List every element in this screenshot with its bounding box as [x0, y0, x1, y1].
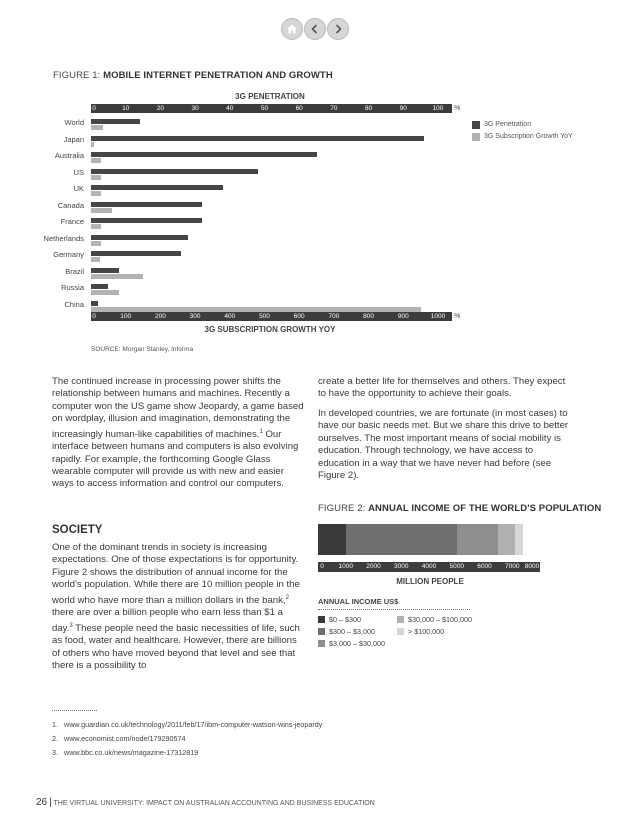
bar-penetration-russia	[91, 284, 108, 289]
top-axis-tick-40: 40	[226, 105, 234, 112]
top-axis-scale	[91, 104, 452, 113]
bottom-axis-tick-200: 200	[154, 313, 166, 320]
footnote-2-link[interactable]: www.economist.com/node/179290574	[64, 734, 186, 743]
bar-growth-world	[91, 125, 103, 130]
legend2-label-0: $0 – $300	[329, 615, 361, 624]
bar-growth-china	[91, 307, 421, 312]
legend-swatch-growth	[472, 133, 480, 141]
bottom-axis-tick-400: 400	[224, 313, 236, 320]
bottom-axis-tick-1000: 1000	[430, 313, 446, 320]
legend2-label-1: $300 – $3,000	[329, 627, 375, 636]
income-segment-3	[498, 524, 515, 555]
legend2-swatch-2	[318, 640, 325, 647]
top-axis-tick-30: 30	[191, 105, 199, 112]
legend2-swatch-4	[397, 628, 404, 635]
income-stacked-bar	[318, 524, 540, 555]
category-label-brazil: Brazil	[65, 266, 84, 276]
bar-penetration-france	[91, 218, 202, 223]
legend-label-growth: 3G Subscription Growth YoY	[484, 133, 573, 140]
legend-divider	[318, 609, 470, 610]
category-label-russia: Russia	[61, 283, 84, 292]
legend2-swatch-3	[397, 616, 404, 623]
bar-penetration-canada	[91, 202, 202, 207]
bar-growth-france	[91, 224, 101, 229]
footnote-1-link[interactable]: www.guardian.co.uk/technology/2011/feb/17/ibm-computer-watson-wins-jeopardy	[64, 720, 323, 729]
figure2-legend-title: ANNUAL INCOME US$	[318, 597, 399, 606]
figure2-tick-5000: 5000	[449, 563, 464, 570]
home-button[interactable]	[281, 18, 303, 40]
figure2-axis-scale	[318, 562, 540, 572]
category-label-us: US	[73, 167, 84, 177]
figure2-axis-label: MILLION PEOPLE	[396, 577, 464, 586]
top-axis-tick-100: 100	[432, 105, 444, 112]
chevron-left-icon	[308, 22, 322, 36]
section-heading-society: SOCIETY	[52, 524, 103, 536]
bottom-axis-tick-300: 300	[189, 313, 201, 320]
figure1-source: SOURCE: Morgan Stanley, Informa	[91, 346, 194, 353]
legend2-swatch-1	[318, 628, 325, 635]
bottom-axis-tick-0: 0	[92, 313, 96, 320]
left-paragraph-1: The continued increase in processing power shifts the relationship between humans and machines. Recently a computer won the US game show Jeopardy, a game based on wordplay, illusion and imagination, demonstrating the increasingly human-like capabilities of machines.$^1$ Our interface between humans and computers is also evolving rapidly. For example, the forthcoming Google Glass wearable computer will provide us with new and easier ways to access information and control our computers.	[52, 376, 304, 490]
bottom-axis-unit: %	[454, 313, 461, 320]
page-footer: 26 | THE VIRTUAL UNIVERSITY: IMPACT ON AUSTRALIAN ACCOUNTING AND BUSINESS EDUCATION	[36, 797, 375, 808]
figure2-tick-3000: 3000	[394, 563, 409, 570]
bottom-axis-tick-600: 600	[293, 313, 305, 320]
category-label-japan: Japan	[63, 134, 84, 144]
bar-penetration-china	[91, 301, 98, 306]
footer-title: THE VIRTUAL UNIVERSITY: IMPACT ON AUSTRALIAN ACCOUNTING AND BUSINESS EDUCATION	[53, 800, 375, 807]
top-axis-tick-90: 90	[399, 105, 407, 112]
top-axis-tick-0: 0	[92, 105, 96, 112]
category-label-australia: Australia	[54, 151, 84, 160]
legend2-label-2: $3,000 – $30,000	[329, 639, 385, 648]
right-paragraph-2: In developed countries, we are fortunate (in most cases) to have our basic needs met. But we share this drive to better ourselves. The most important means of social mobility is education. Through technology, we have access to education in a way that we have never had before (see Figure 2).	[318, 408, 569, 482]
bar-penetration-australia	[91, 152, 317, 157]
next-page-button[interactable]	[327, 18, 349, 40]
right-paragraph-1: create a better life for themselves and others. They expect to have the opportunity to achieve their goals.	[318, 376, 566, 400]
category-label-netherlands: Netherlands	[43, 233, 84, 243]
income-segment-0	[318, 524, 346, 555]
bottom-axis-tick-700: 700	[328, 313, 340, 320]
bottom-axis-tick-900: 900	[397, 313, 409, 320]
bottom-axis-label: 3G SUBSCRIPTION GROWTH YOY	[204, 325, 336, 334]
bar-growth-brazil	[91, 274, 143, 279]
category-label-world: World	[64, 118, 84, 127]
bar-growth-netherlands	[91, 241, 101, 246]
figure2-tick-4000: 4000	[421, 563, 437, 570]
bar-penetration-netherlands	[91, 235, 188, 240]
bottom-axis-tick-500: 500	[259, 313, 270, 320]
legend2-label-4: > $100,000	[408, 627, 445, 636]
top-axis-tick-70: 70	[330, 105, 338, 112]
legend-label-penetration: 3G Penetration	[484, 121, 532, 128]
chevron-right-icon	[331, 22, 345, 36]
category-label-germany: Germany	[53, 250, 84, 259]
top-axis-tick-80: 80	[364, 105, 373, 112]
footnote-2: 2. www.economist.com/node/179290574	[52, 734, 186, 743]
top-axis-tick-60: 60	[295, 105, 303, 112]
figure2-tick-8000: 8000	[524, 563, 540, 570]
category-label-canada: Canada	[57, 200, 84, 210]
bar-growth-germany	[91, 257, 100, 262]
top-axis-tick-50: 50	[260, 105, 269, 112]
bar-penetration-us	[91, 169, 258, 174]
figure2-tick-6000: 6000	[477, 563, 492, 570]
footnote-1: 1. www.guardian.co.uk/technology/2011/feb/17/ibm-computer-watson-wins-jeopardy	[52, 720, 323, 729]
bar-growth-australia	[91, 158, 101, 163]
bar-penetration-germany	[91, 251, 181, 256]
figure1-title: FIGURE 1: MOBILE INTERNET PENETRATION AND GROWTH	[53, 70, 333, 81]
legend2-swatch-0	[318, 616, 325, 623]
bar-growth-us	[91, 175, 101, 180]
bottom-axis-tick-800: 800	[363, 313, 375, 320]
bottom-axis-tick-100: 100	[120, 313, 132, 320]
figure2-tick-2000: 2000	[366, 563, 381, 570]
category-label-france: France	[60, 217, 84, 226]
page-number: 26	[36, 797, 48, 808]
home-icon	[285, 22, 299, 36]
bar-growth-uk	[91, 191, 101, 196]
bar-penetration-japan	[91, 136, 424, 141]
figure2-tick-0: 0	[320, 563, 324, 570]
figure2-tick-1000: 1000	[338, 563, 353, 570]
footnote-divider	[52, 710, 97, 711]
legend2-label-3: $30,000 – $100,000	[408, 615, 472, 624]
bar-penetration-uk	[91, 185, 223, 190]
category-label-uk: UK	[73, 184, 84, 193]
bottom-axis-scale	[91, 312, 452, 321]
bar-penetration-world	[91, 119, 140, 124]
footnote-3: 3. www.bbc.co.uk/news/magazine-17312819	[52, 748, 199, 757]
income-segment-1	[346, 524, 457, 555]
figure2-tick-7000: 7000	[505, 563, 520, 570]
bar-growth-russia	[91, 290, 119, 295]
income-segment-2	[457, 524, 499, 555]
footnote-3-link[interactable]: www.bbc.co.uk/news/magazine-17312819	[64, 748, 199, 757]
top-axis-tick-20: 20	[156, 105, 165, 112]
bar-penetration-brazil	[91, 268, 119, 273]
legend-swatch-penetration	[472, 121, 480, 129]
bar-growth-canada	[91, 208, 112, 213]
top-axis-label: 3G PENETRATION	[235, 92, 305, 101]
income-segment-4	[515, 524, 523, 555]
top-axis-unit: %	[454, 105, 461, 112]
previous-page-button[interactable]	[304, 18, 326, 40]
figure2-title: FIGURE 2: ANNUAL INCOME OF THE WORLD'S POPULATION	[318, 503, 602, 514]
category-label-china: China	[64, 299, 84, 309]
bar-growth-japan	[91, 142, 94, 147]
top-axis-tick-10: 10	[122, 105, 130, 112]
left-paragraph-2: One of the dominant trends in society is increasing expectations. One of those expectations is for opportunity. Figure 2 shows the distribution of annual income for the world’s population. While there are 10 million people in the world who have more than a million dollars in the bank,$^2$ there are over a billion people who earn less than $1 a day.$^3$ These people need the basic necessities of life, such as food, water and healthcare. However, there are billions of others who have moved beyond that level and see that there is a possibility to	[52, 542, 300, 672]
